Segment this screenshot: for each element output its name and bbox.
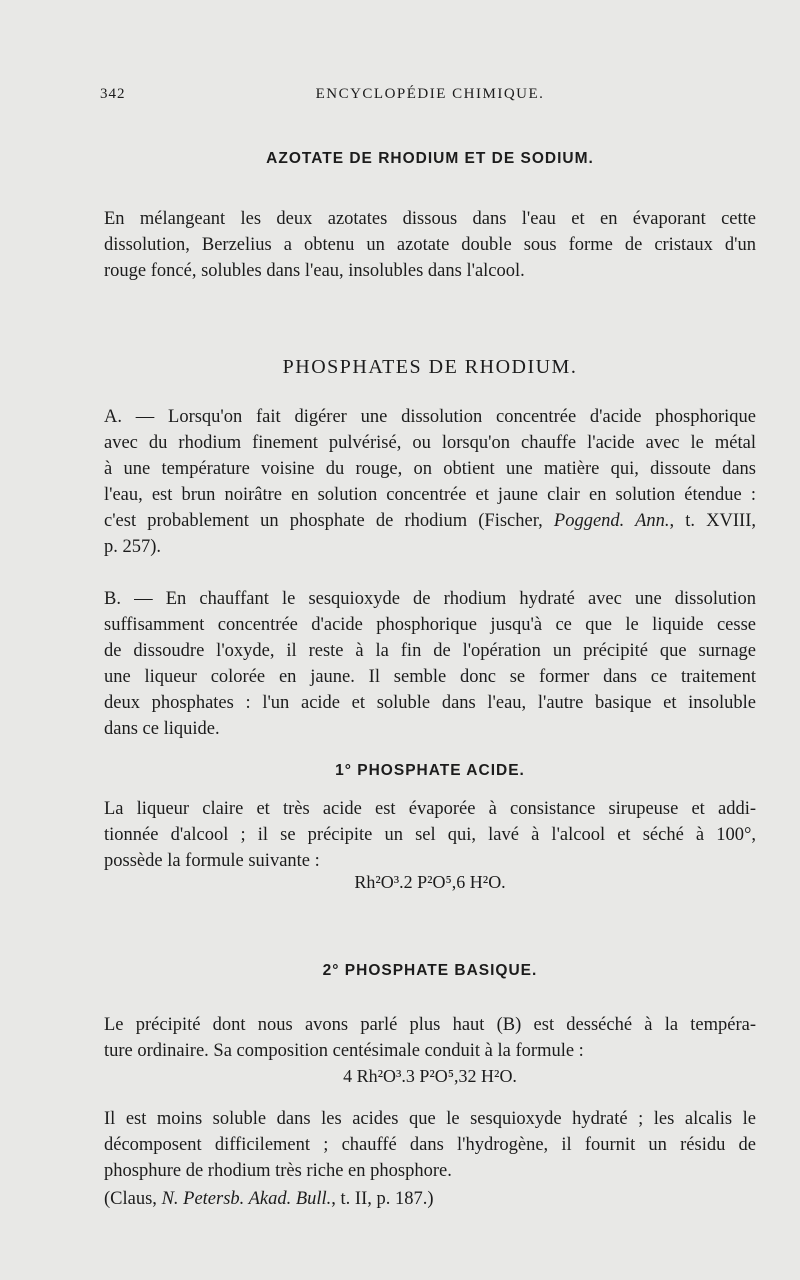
text-line: dans ce liquide.	[104, 719, 220, 739]
text-line: B. — En chauffant le sesquioxyde de rhodium hydraté avec une dissolution	[104, 589, 756, 609]
text-fragment: (Claus,	[104, 1189, 162, 1209]
section-title-phosphates: PHOSPHATES DE RHODIUM.	[282, 356, 578, 378]
text-line-citation	[104, 508, 756, 534]
page-number: 342	[100, 86, 126, 102]
text-line: tionnée d'alcool ; il se précipite un sel qui, lavé à l'alcool et séché à 100°,	[104, 825, 756, 845]
text-line: décomposent difficilement ; chauffé dans l'hydrogène, il fournit un résidu de	[104, 1135, 756, 1155]
section-title-basic: 2° PHOSPHATE BASIQUE.	[322, 962, 538, 979]
paragraph-basic	[104, 1012, 756, 1064]
journal-reference: Poggend. Ann.	[553, 511, 670, 531]
text-line: suffisamment concentrée d'acide phosphorique jusqu'à ce que le liquide cesse	[104, 615, 756, 635]
paragraph-b	[104, 586, 756, 742]
citation-line	[104, 1186, 756, 1212]
text-line: à une température voisine du rouge, on obtient une matière qui, dissoute dans	[104, 459, 756, 479]
text-fragment: , t. II, p. 187.)	[331, 1189, 434, 1209]
text-line: avec du rhodium finement pulvérisé, ou lorsqu'on chauffe l'acide avec le métal	[104, 433, 756, 453]
text-line: l'eau, est brun noirâtre en solution concentrée et jaune clair en solution étendue :	[104, 485, 756, 505]
text-fragment: c'est probablement un phosphate de rhodium (Fischer,	[104, 511, 554, 531]
text-line: A. — Lorsqu'on fait digérer une dissolution concentrée d'acide phosphorique	[104, 407, 756, 427]
formula-acid: Rh²O³.2 P²O⁵,6 H²O.	[354, 872, 506, 892]
journal-reference: N. Petersb. Akad. Bull.	[161, 1189, 332, 1209]
text-line: de dissoudre l'oxyde, il reste à la fin de l'opération un précipité que surnage	[104, 641, 756, 661]
citation	[104, 1186, 756, 1212]
paragraph-a	[104, 404, 756, 560]
text-line: La liqueur claire et très acide est évaporée à consistance sirupeuse et addi-	[104, 799, 756, 819]
text-line: une liqueur colorée en jaune. Il semble donc se former dans ce traitement	[104, 667, 756, 687]
text-line: deux phosphates : l'un acide et soluble dans l'eau, l'autre basique et insoluble	[104, 693, 756, 713]
running-title: ENCYCLOPÉDIE CHIMIQUE.	[315, 86, 545, 102]
text-line: dissolution, Berzelius a obtenu un azotate double sous forme de cristaux d'un	[104, 235, 756, 255]
text-line: phosphure de rhodium très riche en phosphore.	[104, 1161, 452, 1181]
paragraph-final	[104, 1106, 756, 1184]
text-line: rouge foncé, solubles dans l'eau, insolubles dans l'alcool.	[104, 261, 525, 281]
text-fragment: , t. XVIII,	[669, 511, 756, 531]
text-line: En mélangeant les deux azotates dissous dans l'eau et en évaporant cette	[104, 209, 756, 229]
text-line: Il est moins soluble dans les acides que le sesquioxyde hydraté ; les alcalis le	[104, 1109, 756, 1129]
text-line: Le précipité dont nous avons parlé plus haut (B) est desséché à la tempéra-	[104, 1015, 756, 1035]
text-line: p. 257).	[104, 537, 162, 557]
text-line: possède la formule suivante :	[104, 851, 320, 871]
paragraph-acid	[104, 796, 756, 874]
section-title-acid: 1° PHOSPHATE ACIDE.	[335, 762, 525, 779]
section-title-azotate: AZOTATE DE RHODIUM ET DE SODIUM.	[266, 150, 594, 167]
paragraph-azotate	[104, 206, 756, 284]
running-head	[100, 86, 760, 108]
formula-basic: 4 Rh²O³.3 P²O⁵,32 H²O.	[343, 1066, 517, 1086]
text-line: ture ordinaire. Sa composition centésimale conduit à la formule :	[104, 1041, 584, 1061]
